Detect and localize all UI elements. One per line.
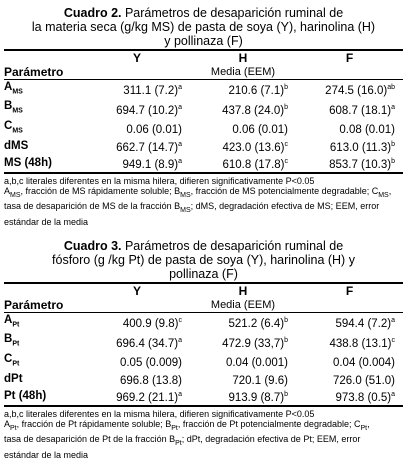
col-y-header: Y — [132, 284, 141, 299]
param-cell: $A_{MS}$ — [4, 81, 23, 96]
table2-footnote — [4, 176, 403, 228]
value-cell-h: 437.8 $(24.0)^b$ — [222, 103, 288, 117]
value-cell-f: 0.08 (0.01) — [339, 123, 395, 136]
param-cell: MS (48h) — [4, 157, 52, 170]
value-cell-y: 311.1 $(7.2)^a$ — [123, 84, 182, 98]
table3-title: Parámetros de desaparición ruminal de — [121, 239, 344, 254]
footnote-literals: a,b,c literales diferentes en la misma hilera, difieren significativamente P<0.05 — [4, 175, 315, 186]
value-cell-h: 913.9 $(8.7)^b$ — [228, 390, 288, 404]
value-cell-h: 472.9 $(33,7)^b$ — [222, 336, 288, 350]
value-cell-y: 400.9 $(9.8)^c$ — [122, 317, 182, 331]
param-cell: $C_{MS}$ — [4, 119, 23, 134]
media-header: Media (EEM) — [210, 299, 276, 312]
table-row — [4, 138, 403, 155]
param-cell: dMS — [4, 140, 29, 153]
table2-title: Parámetros de desaparición ruminal de — [121, 6, 344, 20]
footnote-literals: a,b,c literales diferentes en la misma hilera, difieren significativamente P<0.05 — [4, 408, 315, 419]
value-cell-y: 696.8 (13.8) — [119, 374, 182, 387]
value-cell-y: 662.7 $(14.7)^a$ — [116, 140, 182, 154]
param-cell: Pt (48h) — [4, 390, 47, 403]
value-cell-f: 726.0 (51.0) — [332, 374, 395, 387]
param-cell: $A_{Pt}$ — [4, 314, 20, 329]
table2 — [4, 49, 403, 174]
value-cell-f: 853.7 $(10.3)^b$ — [329, 157, 395, 171]
param-header: Parámetro — [4, 65, 64, 79]
table3-subheader-row — [4, 298, 403, 313]
table3-title-line3: pollinaza (F) — [169, 267, 238, 282]
table-row — [4, 388, 403, 406]
table2-title-line2: la materia seca (g/kg MS) de pasta de soya (Y), harinolina (H) — [31, 20, 376, 34]
value-cell-f: 594.4 $(7.2)^a$ — [335, 317, 395, 331]
table-row — [4, 80, 403, 100]
value-cell-h: 610.8 $(17.8)^c$ — [222, 157, 288, 171]
value-cell-h: 0.06 (0.01) — [232, 123, 288, 136]
col-f-header: F — [345, 51, 354, 65]
table3-title-line2: fósforo (g /kg Pt) de pasta de soya (Y), harinolina (H) y — [52, 253, 355, 268]
table2-label: Cuadro 2. — [63, 6, 122, 20]
table3 — [4, 282, 403, 407]
param-cell: $B_{MS}$ — [4, 100, 23, 115]
table2-subheader-row — [4, 65, 403, 80]
table2-header-row — [4, 50, 403, 65]
footnote-definitions-2: tasa de desaparición de Pt de la fracción $B_{Pt}$; dPt, degradación efectiva de Pt; EEM, error — [4, 434, 361, 448]
value-cell-y: 0.05 (0.009) — [119, 356, 182, 369]
footnote-definitions-3: estándar de la media — [4, 216, 89, 227]
table2-body — [4, 80, 403, 173]
value-cell-h: 210.6 $(7.1)^b$ — [228, 84, 288, 98]
value-cell-y: 949.1 $(8.9)^a$ — [122, 157, 182, 171]
value-cell-h: 521.2 $(6.4)^b$ — [228, 317, 288, 331]
col-h-header: H — [238, 284, 248, 299]
table-row — [4, 313, 403, 333]
document — [4, 6, 403, 460]
value-cell-y: 969.2 $(21.1)^a$ — [116, 390, 182, 404]
value-cell-y: 696.4 $(34.7)^a$ — [116, 336, 182, 350]
table-row — [4, 352, 403, 371]
value-cell-h: 423.0 $(13.6)^c$ — [222, 140, 288, 154]
table2-title-line3: y pollinaza (F) — [164, 34, 243, 48]
param-cell: $B_{Pt}$ — [4, 333, 20, 348]
value-cell-h: 0.04 (0.001) — [225, 356, 288, 369]
table2-caption — [4, 6, 403, 48]
col-f-header: F — [345, 284, 354, 299]
param-cell: $C_{Pt}$ — [4, 352, 20, 368]
value-cell-y: 694.7 $(10.2)^a$ — [116, 103, 182, 117]
value-cell-f: 613.0 $(11.3)^b$ — [329, 140, 395, 154]
value-cell-f: 608.7 $(18.1)^a$ — [329, 103, 395, 117]
table-row — [4, 332, 403, 351]
table-row — [4, 99, 403, 118]
table3-footnote — [4, 409, 403, 460]
value-cell-f: 0.04 (0.004) — [332, 356, 395, 369]
table3-body — [4, 313, 403, 406]
col-h-header: H — [238, 51, 248, 65]
footnote-definitions-3: estándar de la media — [4, 449, 89, 460]
col-y-header: Y — [132, 51, 141, 65]
media-header: Media (EEM) — [210, 66, 276, 78]
table-row — [4, 371, 403, 388]
value-cell-f: 274.5 $(16.0)^{ab}$ — [325, 84, 395, 98]
value-cell-h: 720.1 (9.6) — [232, 374, 288, 387]
table3-header-row — [4, 283, 403, 298]
table3-label: Cuadro 3. — [63, 239, 122, 254]
value-cell-f: 973.8 $(0.5)^a$ — [335, 390, 395, 404]
table-row — [4, 119, 403, 138]
value-cell-y: 0.06 (0.01) — [126, 123, 182, 136]
table-row — [4, 155, 403, 173]
value-cell-f: 438.8 $(13.1)^c$ — [329, 336, 395, 350]
param-cell: dPt — [4, 373, 23, 386]
param-header: Parámetro — [4, 298, 64, 313]
footnote-definitions-2: tasa de desaparición de MS de la fracción $B_{MS}$; dMS, degradación efectiva de MS; EEM, error — [4, 201, 380, 215]
footnote-definitions: $A_{MS}$, fracción de MS rápidamente soluble; $B_{MS}$, fracción de MS potencialmente degradable; $C_{MS}$, — [4, 186, 392, 199]
footnote-definitions: $A_{Pt}$, fracción de Pt rápidamente soluble; $B_{Pt}$, fracción de Pt potencialmente degradable; $C_{Pt}$, — [4, 419, 370, 432]
table3-caption — [4, 239, 403, 281]
